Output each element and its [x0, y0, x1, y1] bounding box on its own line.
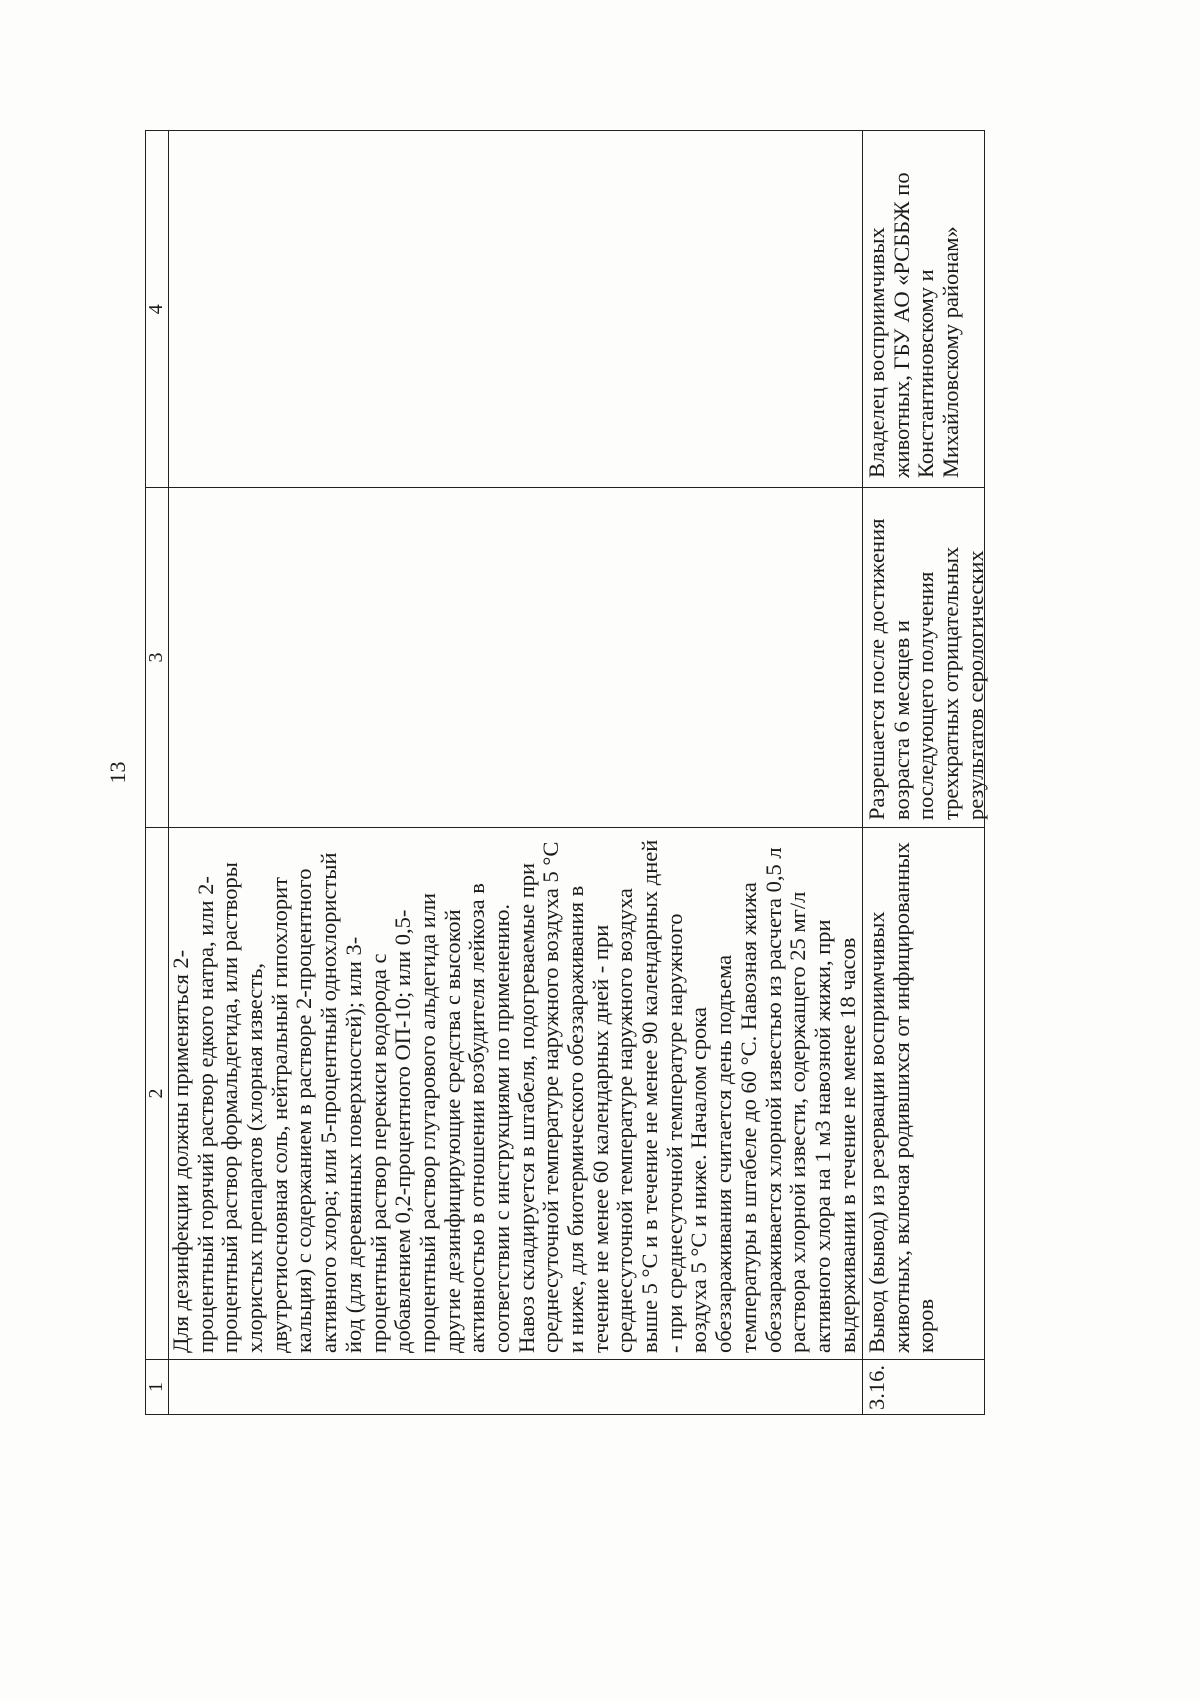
row-3-16-measure-cell: [862, 828, 984, 1360]
header-cell-col-1: 1: [145, 1360, 168, 1415]
measure-text-line: среднесуточной температуре наружного воздуха 5 °С: [538, 841, 564, 1353]
measure-text-line: - при среднесуточной температуре наружного: [661, 913, 687, 1353]
condition-text-line: трехкратных отрицательных: [938, 546, 964, 820]
row-3-16-condition-cell: [862, 488, 988, 828]
page-number: 13: [105, 761, 130, 784]
measure-text-line: хлористых препаратов (хлорная известь,: [242, 963, 268, 1353]
row-3-16-responsible-cell: [862, 132, 984, 489]
measure-text-line: температуры в штабеле до 60 °С. Навозная жижа: [735, 882, 761, 1353]
measure-text-line: добавлением 0,2-процентного ОП-10; или 0,5-: [390, 909, 416, 1353]
continued-row-responsible-cell: [168, 132, 862, 489]
measure-text-line: и ниже, для биотермического обеззараживания в: [563, 885, 588, 1353]
measure-text-line: активного хлора; или 5-процентный однохлористый: [316, 852, 342, 1353]
measure-text-line: процентный раствор формальдегида, или растворы: [217, 862, 243, 1353]
measure-text-line: среднесуточной температуре наружного воздуха: [612, 888, 638, 1353]
measure-text-line: активного хлора на 1 м3 навозной жижи, при: [809, 919, 835, 1353]
measure-text-line: течение не менее 60 календарных дней - при: [587, 924, 613, 1353]
condition-text-line: Разрешается после достижения: [864, 518, 889, 820]
continued-row-condition-cell: [168, 488, 862, 828]
responsible-text-line: животных, ГБУ АО «РСББЖ по: [888, 172, 914, 478]
measure-text-line: другие дезинфицирующие средства с высокой: [439, 909, 465, 1353]
measure-text-line: двутретиосновная соль, нейтральный гипохлорит: [266, 877, 292, 1353]
continued-row-measure-cell: [168, 828, 862, 1360]
measure-text-line: Для дезинфекции должны применяться 2-: [168, 949, 193, 1353]
responsible-text-line: Владелец восприимчивых: [864, 227, 889, 478]
header-cell-col-4: 4: [145, 132, 168, 489]
measure-text-line: процентный горячий раствор едкого натра, или 2-: [192, 876, 218, 1353]
header-cell-col-3: 3: [145, 488, 168, 828]
measure-text-line: коров: [913, 1298, 939, 1353]
row-3-16-number-cell: [862, 1360, 984, 1415]
condition-text-line: последующего получения: [913, 571, 939, 820]
header-cell-col-2: 2: [145, 828, 168, 1360]
measure-text-line: йод (для деревянных поверхностей); или 3-: [340, 936, 366, 1353]
measure-text-line: обеззараживается хлорной известью из расчета 0,5 л: [760, 847, 786, 1353]
item-number: 3.16.: [864, 1365, 889, 1410]
condition-text-line: возраста 6 месяцев и: [888, 620, 914, 820]
measure-text-line: процентный раствор глутарового альдегида или: [414, 892, 440, 1353]
measure-text-line: кальция) с содержанием в растворе 2-процентного: [291, 868, 317, 1353]
responsible-text-line: Михайловскому районам»: [938, 226, 964, 478]
measure-text-line: воздуха 5 °С и ниже. Началом срока: [686, 1006, 712, 1353]
measure-text-line: активностью в отношении возбудителя лейкоза в: [464, 883, 490, 1353]
measure-text-line: выше 5 °С и в течение не менее 90 календарных дней: [637, 839, 663, 1353]
responsible-text-line: Константиновскому и: [913, 269, 939, 478]
measure-text-line: животных, включая родившихся от инфицированных: [888, 842, 914, 1353]
measure-text-line: выдерживании в течение не менее 18 часов: [834, 937, 860, 1353]
continued-row-number-cell: [168, 1360, 862, 1415]
measure-text-line: процентный раствор перекиси водорода с: [365, 953, 391, 1353]
condition-text-line: результатов серологических: [962, 550, 988, 820]
measure-text-line: Навоз складируется в штабеля, подогреваемые при: [513, 862, 539, 1353]
measure-text-line: соответствии с инструкциями по применению.: [488, 903, 514, 1353]
measure-text-line: Вывод (вывод) из резервации восприимчивых: [864, 911, 889, 1353]
measures-table: [145, 130, 988, 1415]
measure-text-line: раствора хлорной извести, содержащего 25 мг/л: [785, 891, 811, 1353]
measure-text-line: обеззараживания считается день подъема: [711, 954, 737, 1353]
